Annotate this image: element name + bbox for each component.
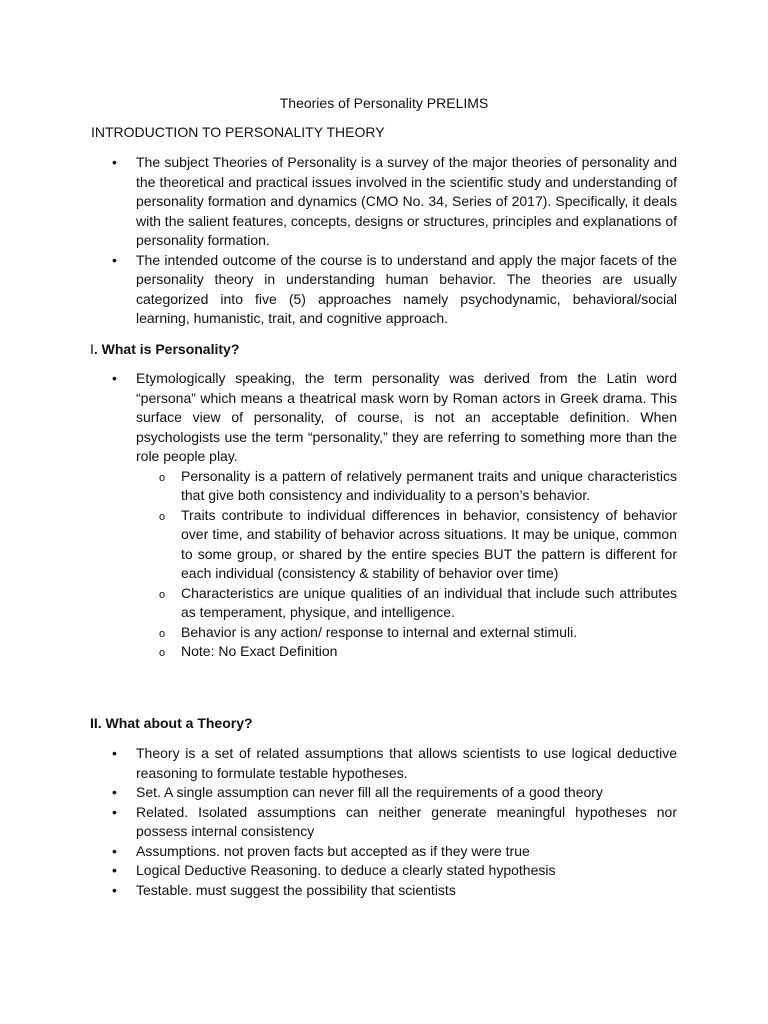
intro-list (0, 153, 768, 329)
bullet-icon: • (112, 803, 117, 820)
list-item-text: Theory is a set of related assumptions that allows scientists to use logical deductive reasoning to formulate testable hypotheses. (136, 745, 677, 781)
sub-list-item (159, 467, 677, 506)
list-item (0, 803, 677, 842)
list-item (0, 369, 677, 662)
list-item (0, 861, 677, 881)
bullet-icon: • (112, 370, 117, 386)
bullet-icon: • (112, 842, 117, 859)
list-item (0, 881, 677, 901)
section-heading-text: . What is Personality? (93, 341, 240, 357)
document-title: Theories of Personality PRELIMS (279, 95, 489, 111)
sub-list-item-text: Personality is a pattern of relatively permanent traits and unique characteristics that give both consistency and individuality to a person’s behavior. (181, 467, 677, 503)
personality-list (0, 369, 768, 662)
section-numeral: I (90, 341, 94, 357)
sub-list-item (159, 642, 677, 662)
list-item-text: The intended outcome of the course is to understand and apply the major facets of the personality theory in understanding human behavior. The theories are usually categorized into five (5) approaches namely psychodynamic, behavioral/social learning, humanistic, trait, and cognitive approach. (136, 251, 677, 326)
sub-list-item-text: Traits contribute to individual differences in behavior, consistency of behavior over time, and stability of behavior across situations. It may be unique, common to some group, or shared by the entire species BUT the pattern is different for each individual (consistency & stability of behavior over time) (181, 506, 677, 581)
circle-bullet-icon: o (159, 510, 166, 523)
list-item (0, 744, 677, 783)
theory-list (0, 744, 768, 900)
sub-list-item (159, 506, 677, 584)
list-item (0, 842, 677, 862)
section-heading-personality (90, 340, 239, 358)
list-item-text: Logical Deductive Reasoning. to deduce a clearly stated hypothesis (136, 862, 556, 878)
circle-bullet-icon: o (159, 627, 166, 640)
list-item (0, 153, 677, 251)
intro-heading: INTRODUCTION TO PERSONALITY THEORY (91, 124, 385, 140)
sub-list-item-text: Characteristics are unique qualities of an individual that include such attributes as temperament, physique, and intelligence. (181, 584, 677, 620)
bullet-icon: • (112, 862, 117, 878)
sub-list-item-text: Behavior is any action/ response to internal and external stimuli. (181, 623, 578, 640)
list-item-text: Etymologically speaking, the term personality was derived from the Latin word “persona” which means a theatrical mask worn by Roman actors in Greek drama. This surface view of personality, of course, is not an acceptable definition. When psychologists use the term “personality,” they are referring to something more than the role people play. (136, 370, 677, 464)
sub-list-item-text: Note: No Exact Definition (181, 643, 338, 659)
bullet-icon: • (112, 784, 117, 800)
sub-list-item (159, 584, 677, 623)
list-item (0, 783, 677, 803)
section-heading-theory: II. What about a Theory? (90, 715, 253, 731)
circle-bullet-icon: o (159, 471, 166, 484)
bullet-icon: • (112, 881, 117, 898)
personality-sub-list (136, 467, 677, 662)
list-item-text: Testable. must suggest the possibility that scientists (136, 881, 456, 898)
sub-list-item (159, 623, 677, 643)
bullet-icon: • (112, 745, 117, 761)
circle-bullet-icon: o (159, 588, 166, 601)
list-item-text: Set. A single assumption can never fill all the requirements of a good theory (136, 784, 603, 800)
circle-bullet-icon: o (159, 647, 166, 659)
bullet-icon: • (112, 154, 117, 170)
bullet-icon: • (112, 251, 117, 268)
list-item-text: Related. Isolated assumptions can neither generate meaningful hypotheses nor possess internal consistency (136, 803, 677, 839)
list-item-text: Assumptions. not proven facts but accepted as if they were true (136, 842, 530, 859)
list-item (0, 251, 677, 329)
list-item-text: The subject Theories of Personality is a survey of the major theories of personality and the theoretical and practical issues involved in the scientific study and understanding of personality formation and dynamics (CMO No. 34, Series of 2017). Specifically, it deals with the salient features, concepts, designs or structures, principles and explanations of personality formation. (136, 154, 677, 248)
